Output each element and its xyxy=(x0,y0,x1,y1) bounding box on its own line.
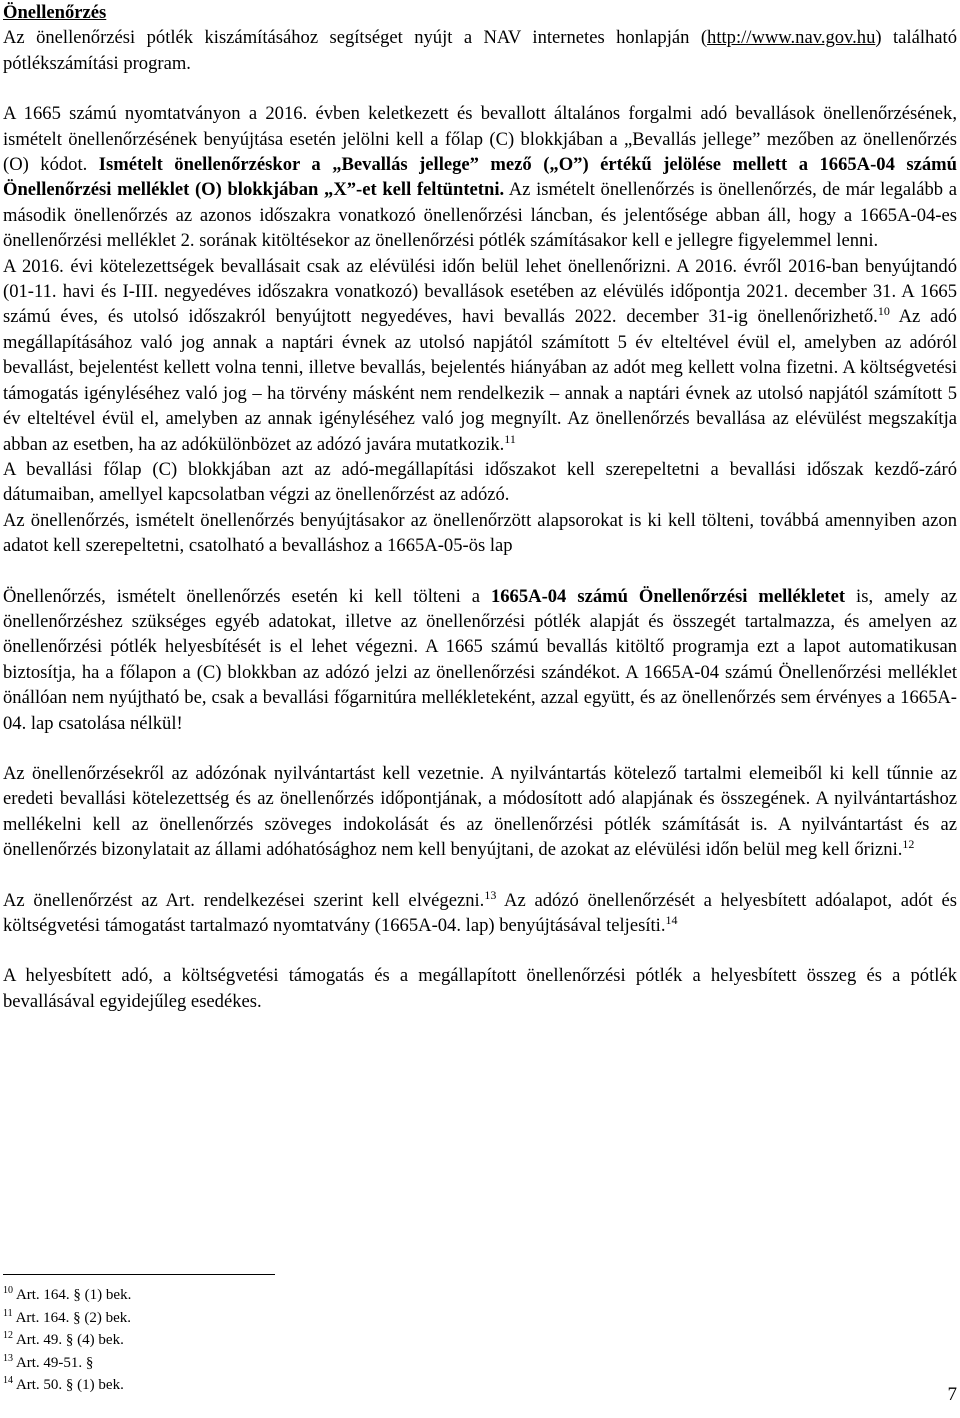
bold-attachment-name: 1665A-04 számú Önellenőrzési mellékletet xyxy=(490,585,846,607)
paragraph-due-date: A helyesbített adó, a költségvetési támogatás és a megállapított önellenőrzési pótlék a helyesbített összeg és a pótlék bevallásával egyidejűleg esedékes. xyxy=(3,965,957,1012)
paragraph-records: Az önellenőrzésekről az adózónak nyilvántartást kell vezetnie. A nyilvántartás kötelező tartalmi elemeiből ki kell tűnnie az eredeti bevallási kötelezettség és az önellenőrzés időpontjának, a módosított adó alapjának és összegének. A nyilvántartáshoz mellékelni kell az önellenőrzés szöveges indokolását és az önellenőrzési pótlék számítását is. A nyilvántartást és az önellenőrzés bizonylatait az állami adóhatósághoz nem kell benyújtani, de azokat az elévülési időn belül meg kell őrizni.$^{12}$ xyxy=(3,762,957,861)
footnote-ref: 11 xyxy=(504,431,516,446)
footnote-ref: 10 xyxy=(877,304,890,319)
bold-instruction: Ismételt önellenőrzéskor a „Bevallás jellege” mező („O”) értékű jelölése mellett a 1665A-04 számú Önellenőrzési melléklet (O) blokkjában „X”-et kell feltüntetni. xyxy=(3,154,957,201)
footnote-ref: 12 xyxy=(902,837,915,852)
nav-link[interactable]: http://www.nav.gov.hu xyxy=(707,27,876,49)
paragraph-limitation-period: A 2016. évi kötelezettségek bevallásait csak az elévülési időn belül lehet önellenőrizni. A 2016. évről 2016-ban benyújtandó (01-11. havi és I-III. negyedéves időszakra vonatkozó) bevallások esetében az elévülés időpontja 2021. december 31. A 1665 számú éves, és utolsó időszakról benyújtott negyedéves, havi bevallás 2022. december 31-ig önellenőrizhető.$^{10}$ Az adó megállapításához való jog annak a naptári évnek az utolsó napjától számított 5 év elteltével évül el, amelyben az adóról bevallást, bejelentést kellett volna tenni, illetve bevallás, bejelentés hiányában az adót meg kellett volna fizetni. A költségvetési támogatás igényléséhez való jog – ha törvény másként nem rendelkezik – annak a naptári évnek az utolsó napjától számított 5 év elteltével évül el, amelyben az annak igényléséhez való jog megnyílt. Az önellenőrzés bevallása az elévülést megszakítja abban az esetben, ha az adókülönbözet az adózó javára mutatkozik.$^{11}$ xyxy=(3,255,957,455)
section-heading: Önellenőrzés xyxy=(3,2,107,23)
footnote-item: $^{11}$ Art. 164. § (2) bek. xyxy=(3,1307,131,1326)
paragraph-attachment: Önellenőrzés, ismételt önellenőrzés esetén ki kell tölteni a 1665A-04 számú Önellenőrzési mellékletet is, amely az önellenőrzéshez szükséges egyéb adatokat, illetve az önellenőrzési pótlék alapját és összegét tartalmazza, és amelyen az önellenőrzési pótlék helyesbítését is el lehet végezni. A 1665 számú bevallás kitöltő programja ezt a lapot automatikusan biztosítja, ha a főlapon a (C) blokkban az adózó jelzi az önellenőrzési szándékot. A 1665A-04 számú Önellenőrzési melléklet önállóan nem nyújtható be, csak a bevallási főgarnitúra mellékleteként, azzal együtt, és az önellenőrzés sem érvényes a 1665A-04. lap csatolása nélkül! xyxy=(3,585,957,734)
document-body xyxy=(3,0,957,1014)
page-number: 7 xyxy=(947,1384,957,1405)
footnote-item: $^{14}$ Art. 50. § (1) bek. xyxy=(3,1375,124,1393)
footnotes xyxy=(3,1284,131,1397)
paragraph-1665-form: A 1665 számú nyomtatványon a 2016. évben keletkezett és bevallott általános forgalmi adó bevallások önellenőrzésének, ismételt önellenőrzésének benyújtása esetén jelölni kell a főlap (C) blokkjában a „Bevallás jellege” mezőben az önellenőrzés (O) kódot. Ismételt önellenőrzéskor a „Bevallás jellege” mező („O”) értékű jelölése mellett a 1665A-04 számú Önellenőrzési melléklet (O) blokkjában „X”-et kell feltüntetni. Az ismételt önellenőrzés is önellenőrzés, de már legalább a második önellenőrzés az azonos időszakra vonatkozó önellenőrzési láncban, és jelentősége abban áll, hogy a 1665A-04-es önellenőrzési melléklet 2. sorának kitöltésekor az önellenőrzési pótlék számításakor kell e jellegre figyelemmel lenni. xyxy=(3,103,957,252)
intro-paragraph: Az önellenőrzési pótlék kiszámításához segítséget nyújt a NAV internetes honlapján (http://www.nav.gov.hu) található pótlékszámítási program. xyxy=(3,27,957,74)
footnote-separator xyxy=(3,1274,275,1275)
footnote-ref: 14 xyxy=(665,913,678,927)
footnote-item: $^{12}$ Art. 49. § (4) bek. xyxy=(3,1330,124,1348)
footnote-ref: 13 xyxy=(484,887,497,902)
paragraph-c-block: A bevallási főlap (C) blokkjában azt az adó-megállapítási időszakot kell szerepeltetni a bevallási időszak kezdő-záró dátumaiban, amellyel kapcsolatban végzi az önellenőrzést az adózó. xyxy=(3,458,957,506)
paragraph-base-rows: Az önellenőrzés, ismételt önellenőrzés benyújtásakor az önellenőrzött alapsorokat is ki kell tölteni, továbbá amennyiben azon adatot kell szerepeltetni, csatolható a bevalláshoz a 1665A-05-ös lap xyxy=(3,509,957,557)
footnote-item: $^{13}$ Art. 49-51. § xyxy=(3,1352,94,1371)
footnote-item: $^{10}$ Art. 164. § (1) bek. xyxy=(3,1285,132,1303)
paragraph-art-provisions: Az önellenőrzést az Art. rendelkezései szerint kell elvégezni.$^{13}$ Az adózó önellenőrzését a helyesbített adóalapot, adót és költségvetési támogatást tartalmazó nyomtatvány (1665A-04. lap) benyújtásával teljesíti.$^{14}$ xyxy=(3,887,957,936)
